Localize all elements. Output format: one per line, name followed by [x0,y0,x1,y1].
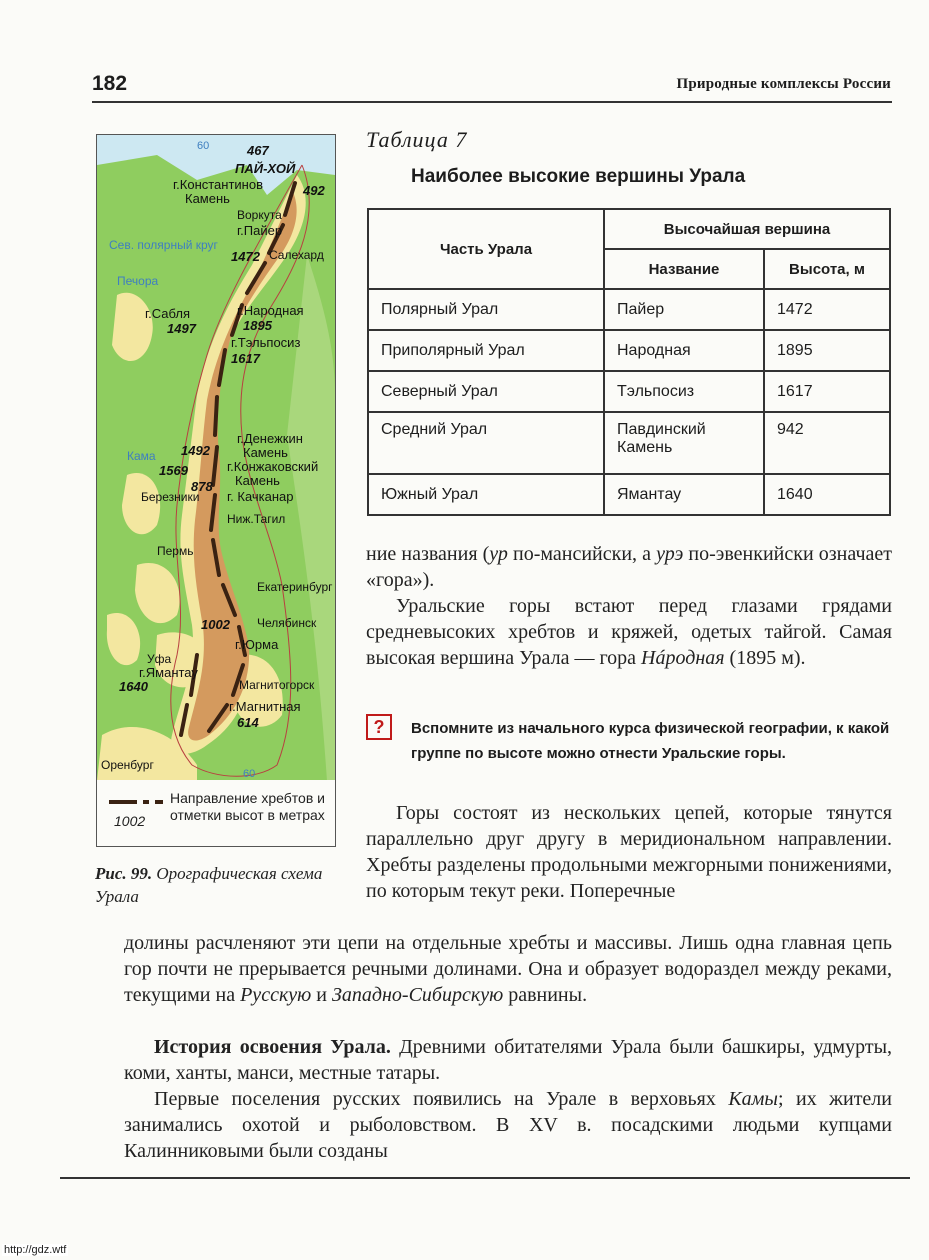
map-label: Ниж.Тагил [227,512,286,526]
map-label: г.Юрма [235,637,279,652]
map-label: Камень [243,445,288,460]
cell-name: Тэльпосиз [604,371,764,412]
map-label: г.Денежкин [237,431,303,446]
term-russian-plain: Русскую [240,984,312,1006]
site-watermark[interactable]: http://gdz.wtf [4,1244,67,1256]
cell-height: 1640 [764,474,890,515]
paragraph-valleys [124,930,892,1008]
map-label: г. Качканар [227,489,294,504]
header-part: Часть Урала [368,209,604,289]
cell-name: Павдинский Камень [604,412,764,474]
table-label: Таблица 7 [366,127,468,152]
map-label: 492 [303,183,325,198]
cell-part: Приполярный Урал [368,330,604,371]
header-name: Название [604,249,764,289]
paragraph-continuation [366,541,892,593]
term-west-siberian-plain: Западно-Сибирскую [331,984,504,1006]
section-heading: История освоения Урала. [154,1036,391,1058]
text-run: Уральские горы встают перед глазами грядами средневысоких хребтов и кряжей, одетых тайгой. Самая высокая вершина Урала — гора [366,595,892,669]
map-label: 1492 [181,443,210,458]
caption-label: Рис. 99. [95,864,153,883]
paragraph-history [124,1034,892,1086]
peaks-table [367,208,891,516]
text-run: Древними обитателями Урала были башкиры, удмурты, коми, ханты, манси, местные татары. [124,1036,893,1084]
footer-rule [60,1177,910,1179]
orographic-map [96,134,336,782]
map-label: 1569 [159,463,188,478]
text-run: (1895 м). [724,647,806,669]
cell-height: 1472 [764,289,890,330]
map-label: 467 [247,143,269,158]
map-label: 60 [197,140,210,152]
caption-text: Орографическая схема Урала [95,864,323,906]
term-ure: урэ [656,543,684,565]
cell-part: Полярный Урал [368,289,604,330]
page-number: 182 [92,72,128,95]
map-label: Магнитогорск [239,678,315,692]
text-run: ние названия ( [366,543,490,565]
term-ur: ур [489,543,508,565]
text-run: равнины. [503,984,588,1006]
map-label: Воркута [237,208,282,222]
text-run: Первые поселения русских появились на Урале в верховьях [154,1088,729,1110]
map-label: 878 [191,479,213,494]
cell-height: 1617 [764,371,890,412]
map-label: г.Конжаковский [227,459,319,474]
cell-height: 942 [764,412,890,474]
table-row [368,474,890,515]
map-label: Оренбург [101,758,154,772]
ridge-symbol-icon [107,792,167,812]
header-height: Высота, м [764,249,890,289]
paragraph-chains: Горы состоят из нескольких цепей, которые тянутся параллельно друг другу в меридиональном направлении. Хребты разделены продольными межгорными понижениями, по которым текут реки. Поперечные [366,802,892,902]
map-label: Салехард [269,248,324,262]
text-run: ; их жители занимались охотой и рыболовством. В XV в. посадскими людьми купцами Калинниковыми были созданы [124,1088,892,1162]
cell-name: Ямантау [604,474,764,515]
table-title: Наиболее высокие вершины Урала [411,166,746,187]
term-kama: Камы [728,1088,778,1110]
map-label: ПАЙ-ХОЙ [235,161,296,176]
table-row [368,412,890,474]
paragraph-settlements [124,1086,892,1164]
text-run: и [311,984,332,1006]
map-label: 1617 [231,351,260,366]
map-label: Печора [117,274,159,288]
header-peak: Высочайшая вершина [604,209,890,249]
table-row [368,330,890,371]
table-row [368,371,890,412]
map-label: 614 [237,715,259,730]
question-text: Вспомните из начального курса физической географии, к какой группе по высоте можно отнести Уральские горы. [411,720,890,762]
map-label: Пермь [157,544,194,558]
map-label: г.Магнитная [229,699,301,714]
legend-text: Направление хребтов и отметки высот в метрах [170,790,325,823]
running-title: Природные комплексы России [676,76,891,92]
table-row [368,289,890,330]
map-label: г.Ямантау [139,665,198,680]
map-label: Камень [185,191,230,206]
cell-part: Южный Урал [368,474,604,515]
text-run: по-эвенкийски означает «гора»). [366,543,892,591]
map-label: Кама [127,449,156,463]
cell-name: Пайер [604,289,764,330]
cell-part: Средний Урал [368,412,604,474]
text-run: долины расчленяют эти цепи на отдельные хребты и массивы. Лишь одна главная цепь гор почти не прерывается речными долинами. Она и образует водораздел между реками, текущими на [124,932,892,1006]
map-label: г.Константинов [173,177,263,192]
map-label: 1895 [243,318,272,333]
cell-height: 1895 [764,330,890,371]
map-label: Екатеринбург [257,580,333,594]
map-label: 1002 [201,617,230,632]
figure-caption [95,862,325,908]
map-label: Уфа [147,652,172,666]
table-header-row [368,209,890,249]
cell-name: Народная [604,330,764,371]
map-label: г.Пайер [237,223,283,238]
text-run: по-мансийски, а [507,543,657,565]
map-label: г.Сабля [145,306,191,321]
header-rule [92,101,892,103]
legend-number: 1002 [114,813,146,829]
map-label: 1497 [167,321,196,336]
map-label: Березники [141,490,200,504]
map-label: Сев. полярный круг [109,238,218,252]
term-narodnaya: Нáродная [641,647,725,669]
map-label: 1640 [119,679,148,694]
map-label: Челябинск [257,616,317,630]
map-label: Камень [235,473,280,488]
paragraph-ural-mountains [366,593,892,671]
map-label: 60 [243,768,256,780]
map-label: 1472 [231,249,260,264]
map-label: г.Народная [237,303,304,318]
cell-part: Северный Урал [368,371,604,412]
question-icon: ? [366,714,392,740]
map-label: г.Тэльпосиз [231,335,301,350]
